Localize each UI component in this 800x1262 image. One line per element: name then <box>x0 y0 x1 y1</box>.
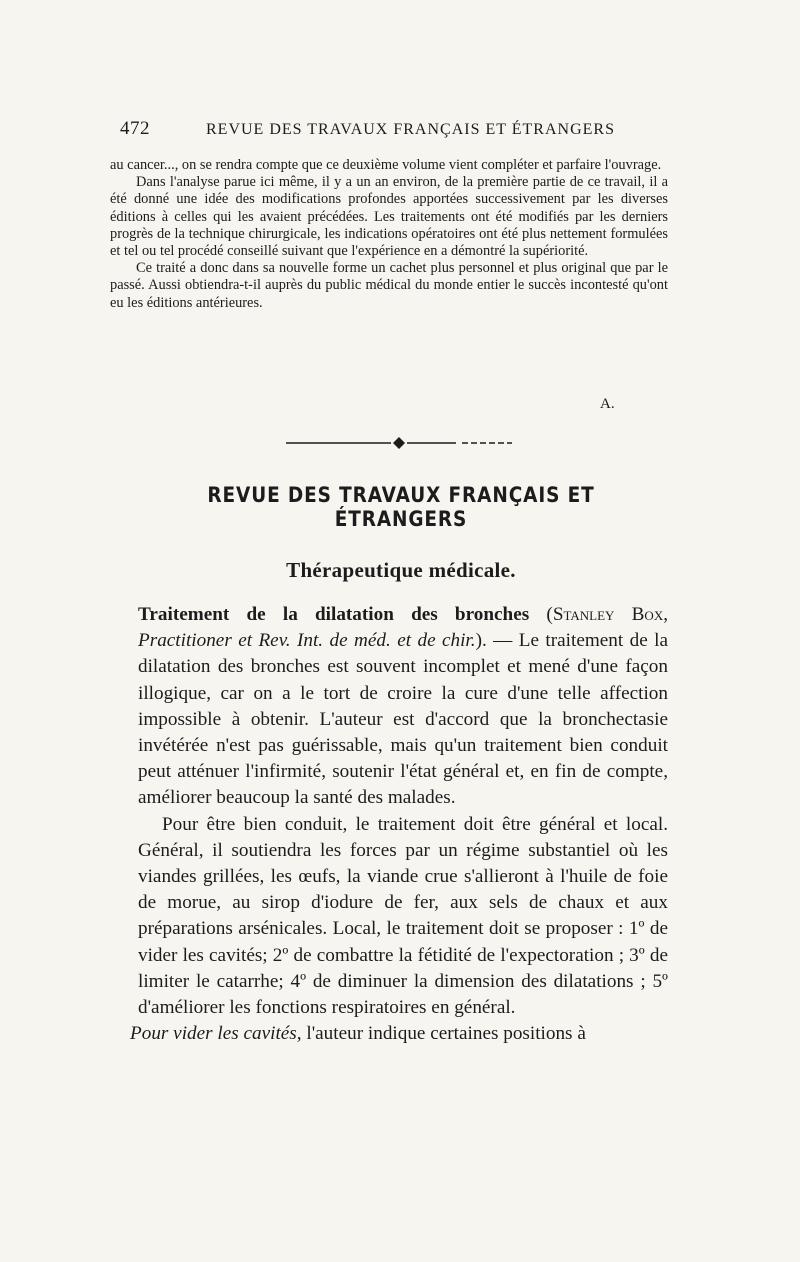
article-paragraph-1-text: — Le traitement de la dilatation des bronches est souvent incomplet et mené d'une façon illogique, car on a le tort de croire la cure d'une telle affection impossible à obtenir. L'auteur est d'accord que la bronchectasie invétérée n'est pas guérissable, mais qu'un traitement bien conduit peut atténuer l'infirmité, soutenir l'état général et, en fin de compte, améliorer beaucoup la santé des malades. <box>138 630 668 809</box>
article-source: Practitioner et Rev. Int. de méd. et de chir. <box>138 630 476 652</box>
article-paragraph-2: Pour être bien conduit, le traitement doit être général et local. Général, il soutiendra les forces par un régime substantiel où les viandes grillées, les œufs, la viande crue s'allieront à l'huile de foie de morue, au sirop d'iodure de fer, aux sels de chaux et aux préparations arsénicales. Local, le traitement doit se proposer : 1º de vider les cavités; 2º de combattre la fétidité de l'expectoration ; 3º de limiter le catarrhe; 4º de diminuer la dimension des dilatations ; 5º d'améliorer les fonctions respiratoires en général. <box>138 813 668 1019</box>
article-title: Traitement de la dilatation des bronches <box>138 604 530 625</box>
section-subtitle: Thérapeutique médicale. <box>286 558 516 582</box>
running-title: REVUE DES TRAVAUX FRANÇAIS ET ÉTRANGERS <box>206 121 615 138</box>
review-signature: A. <box>600 396 615 412</box>
paragraph-3-italic-lead: Pour vider les cavités, <box>130 1023 302 1045</box>
intro-paragraph-3: Ce traité a donc dans sa nouvelle forme un cachet plus personnel et plus original que par le passé. Aussi obtiendra-t-il auprès du public médical du monde entier le succès incontesté qu'ont eu les éditions antérieures. <box>110 260 668 311</box>
page-number: 472 <box>120 118 150 139</box>
article-body <box>130 602 668 1047</box>
author-separator: , <box>663 604 668 625</box>
paragraph-3-text: l'auteur indique certaines positions à <box>301 1023 586 1045</box>
article-author: Stanley Box <box>552 604 664 625</box>
source-close: ). <box>475 630 487 652</box>
ornamental-rule <box>286 437 512 449</box>
intro-review-text <box>110 157 668 312</box>
article-paragraph-1 <box>138 602 668 812</box>
section-title: REVUE DES TRAVAUX FRANÇAIS ET ÉTRANGERS <box>207 483 595 531</box>
running-head <box>120 118 680 140</box>
article-paragraph-3 <box>130 1021 668 1047</box>
intro-paragraph-1: au cancer..., on se rendra compte que ce deuxième volume vient compléter et parfaire l'ouvrage. <box>110 157 662 173</box>
author-open: ( <box>546 604 553 625</box>
intro-paragraph-2: Dans l'analyse parue ici même, il y a un an environ, de la première partie de ce travail, il a été donné une idée des modifications profondes apportées successivement par les diverses éditions à celles qui les avaient précédées. Les traitements ont été modifiés par les derniers progrès de la technique chirurgicale, les indications opératoires ont été plus nettement formulées et tel ou tel procédé conseillé suivant que l'expérience en a démontré la supériorité. <box>110 174 668 260</box>
